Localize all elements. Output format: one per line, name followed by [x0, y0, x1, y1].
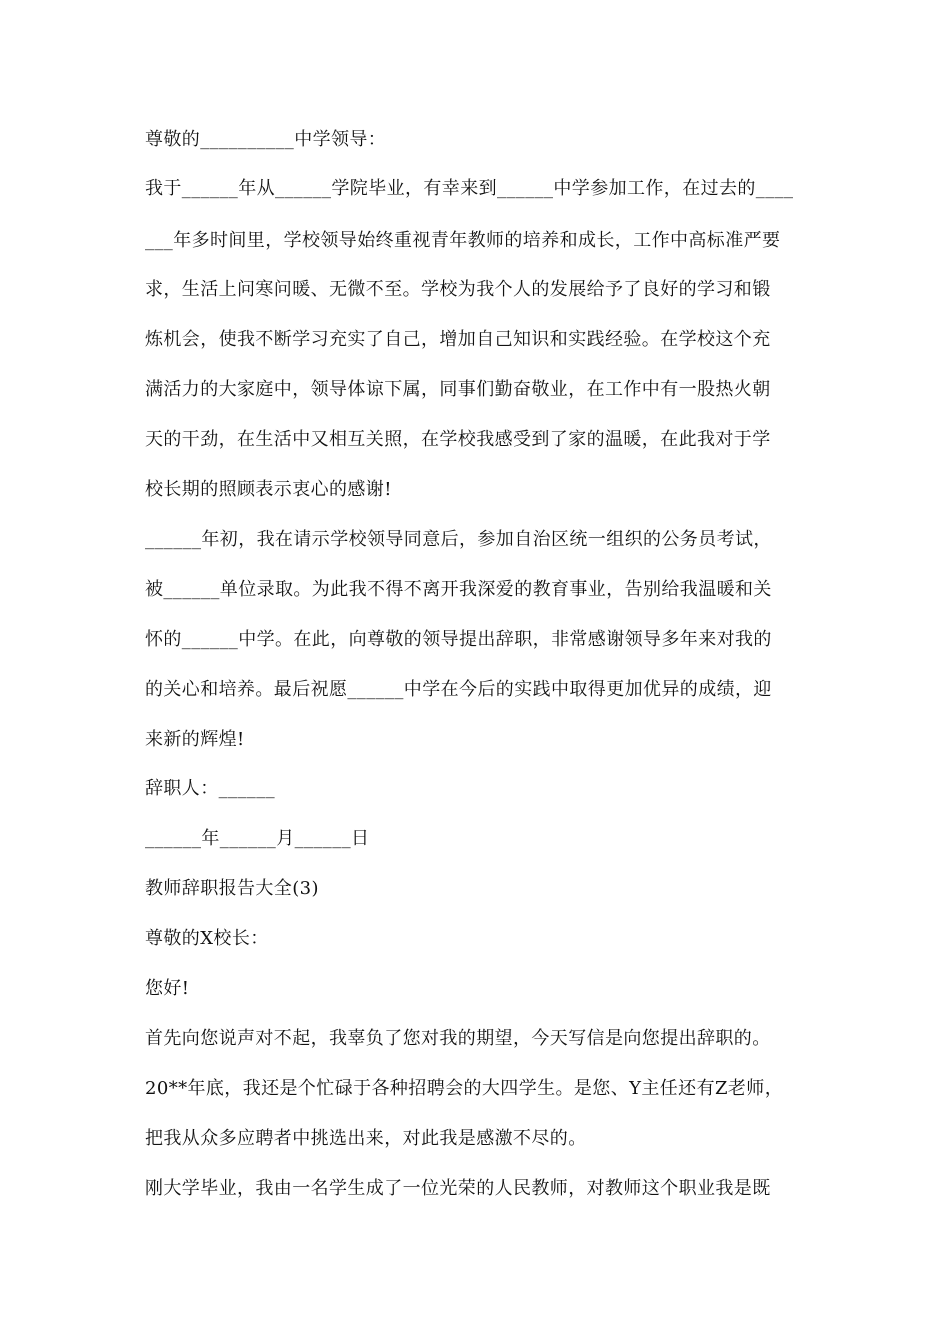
paragraph-line: 首先向您说声对不起，我辜负了您对我的期望，今天写信是向您提出辞职的。 [145, 1028, 771, 1049]
paragraph-line: 怀的______中学。在此，向尊敬的领导提出辞职，非常感谢领导多年来对我的 [145, 629, 772, 650]
paragraph-line: 炼机会，使我不断学习充实了自己，增加自己知识和实践经验。在学校这个充 [145, 329, 771, 350]
paragraph-line: 20**年底，我还是个忙碌于各种招聘会的大四学生。是您、Y主任还有Z老师， [145, 1078, 784, 1099]
paragraph-line: 被______单位录取。为此我不得不离开我深爱的教育事业，告别给我温暖和关 [145, 579, 772, 600]
paragraph-line: ___年多时间里，学校领导始终重视青年教师的培养和成长，工作中高标准严要 [145, 230, 781, 251]
paragraph-line: 满活力的大家庭中，领导体谅下属，同事们勤奋敬业，在工作中有一股热火朝 [145, 379, 771, 400]
paragraph-line: ______年初，我在请示学校领导同意后，参加自治区统一组织的公务员考试， [145, 529, 772, 550]
paragraph-line: 的关心和培养。最后祝愿______中学在今后的实践中取得更加优异的成绩，迎 [145, 679, 772, 700]
salutation: 尊敬的__________中学领导： [145, 129, 387, 150]
salutation: 尊敬的X校长： [145, 928, 269, 949]
section-title: 教师辞职报告大全(3) [145, 878, 319, 899]
paragraph-line: 天的干劲，在生活中又相互关照，在学校我感受到了家的温暖，在此我对于学 [145, 429, 771, 450]
paragraph-line: 我于______年从______学院毕业，有幸来到______中学参加工作，在过去的____ [145, 178, 794, 199]
paragraph-line: 来新的辉煌! [145, 729, 245, 750]
paragraph-line: 求，生活上问寒问暖、无微不至。学校为我个人的发展给予了良好的学习和锻 [145, 279, 771, 300]
date-line: ______年______月______日 [145, 828, 370, 849]
paragraph-line: 把我从众多应聘者中挑选出来，对此我是感激不尽的。 [145, 1128, 587, 1149]
paragraph-line: 刚大学毕业，我由一名学生成了一位光荣的人民教师，对教师这个职业我是既 [145, 1178, 771, 1199]
greeting: 您好! [145, 978, 190, 999]
signature-line: 辞职人：______ [145, 778, 275, 799]
paragraph-line: 校长期的照顾表示衷心的感谢! [145, 479, 392, 500]
